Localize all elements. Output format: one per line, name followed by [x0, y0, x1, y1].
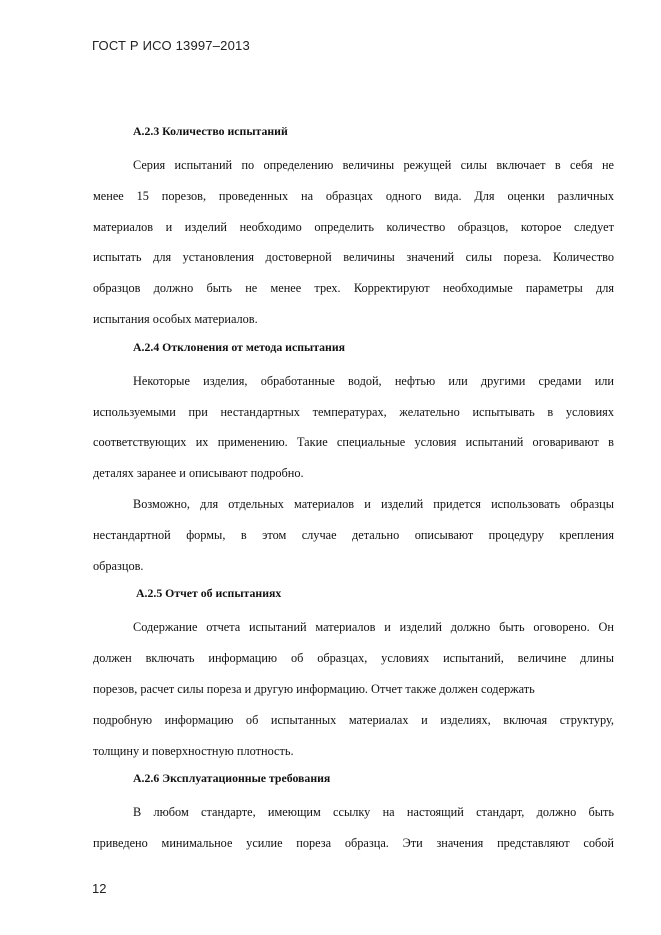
- paragraph-line: соответствующих их применению. Такие специальные условия испытаний оговаривают в: [93, 435, 614, 450]
- paragraph-line: нестандартной формы, в этом случае детально описывают процедуру крепления: [93, 527, 614, 542]
- paragraph: [93, 366, 614, 489]
- paragraph-line: используемыми при нестандартных температурах, желательно испытывать в условиях: [93, 404, 614, 419]
- paragraph-line: порезов, расчет силы пореза и другую информацию. Отчет также должен содержать: [93, 681, 535, 696]
- paragraph: [93, 797, 614, 859]
- paragraph-line: толщину и поверхностную плотность.: [93, 743, 294, 758]
- paragraph-line: Содержание отчета испытаний материалов и изделий должно быть оговорено. Он: [133, 620, 614, 635]
- document-body: [93, 119, 614, 859]
- paragraph: [93, 150, 614, 335]
- section-heading: А.2.4 Отклонения от метода испытания: [133, 339, 346, 354]
- paragraph-line: деталях заранее и описывают подробно.: [93, 466, 304, 481]
- section-heading: А.2.5 Отчет об испытаниях: [136, 586, 282, 601]
- paragraph: [93, 489, 614, 581]
- section-a-2-3: [93, 119, 614, 335]
- paragraph-line: менее 15 порезов, проведенных на образцах одного вида. Для оценки различных: [93, 188, 614, 203]
- section-a-2-6: [93, 766, 614, 859]
- document-header: ГОСТ Р ИСО 13997–2013: [92, 38, 250, 53]
- paragraph-line: приведено минимальное усилие пореза образца. Эти значения представляют собой: [93, 836, 614, 851]
- section-a-2-4: [93, 335, 614, 582]
- section-heading: А.2.3 Количество испытаний: [133, 124, 288, 138]
- paragraph-line: материалов и изделий необходимо определить количество образцов, которое следует: [93, 219, 614, 234]
- section-a-2-5: [93, 581, 614, 766]
- paragraph-line: Некоторые изделия, обработанные водой, нефтью или другими средами или: [133, 373, 614, 388]
- paragraph-line: подробную информацию об испытанных материалах и изделиях, включая структуру,: [93, 712, 614, 727]
- paragraph-line: испытания особых материалов.: [93, 311, 258, 326]
- paragraph-line: образцов.: [93, 558, 144, 573]
- page-number: 12: [92, 881, 107, 896]
- paragraph-line: Возможно, для отдельных материалов и изделий придется использовать образцы: [133, 496, 614, 511]
- paragraph-line: В любом стандарте, имеющим ссылку на настоящий стандарт, должно быть: [133, 805, 614, 820]
- section-heading: А.2.6 Эксплуатационные требования: [133, 771, 331, 786]
- paragraph-line: Серия испытаний по определению величины режущей силы включает в себя не: [133, 158, 614, 172]
- paragraph-line: испытать для установления достоверной величины значений силы пореза. Количество: [93, 250, 614, 265]
- paragraph: [93, 612, 614, 766]
- paragraph-line: образцов должно быть не менее трех. Корректируют необходимые параметры для: [93, 281, 614, 296]
- paragraph-line: должен включать информацию об образцах, условиях испытаний, величине длины: [93, 651, 614, 666]
